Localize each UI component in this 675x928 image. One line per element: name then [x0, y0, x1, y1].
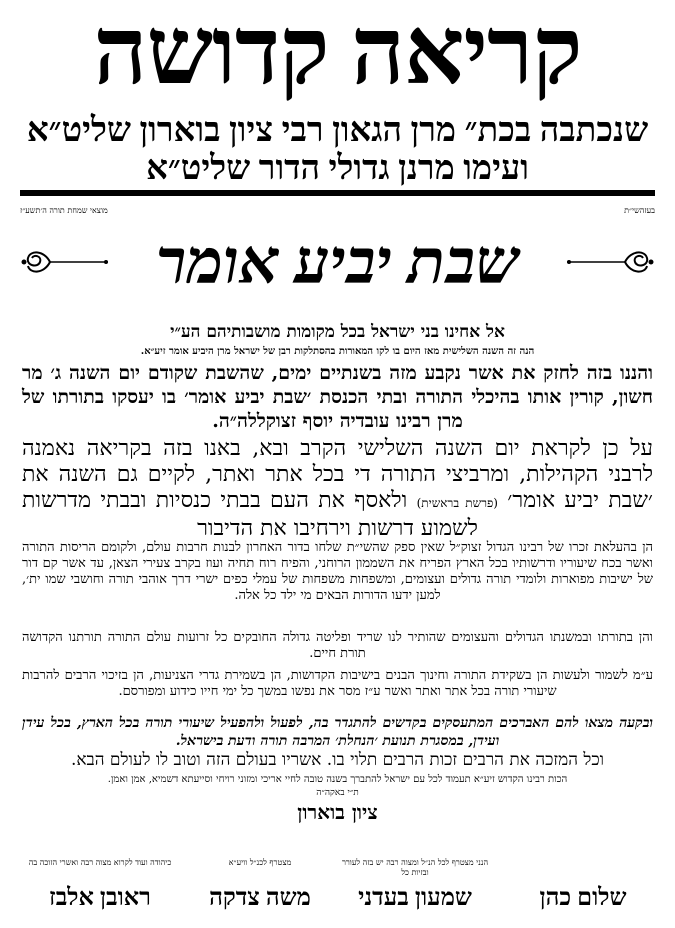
paragraph-torah: והן בתורתו ובמשנתו הגדולים והעצומים שהותיר לנו שריד ופליטה גדולה החובקים כל זרועות עולם התורה תורתנו הקדושה תורת חיים. [22, 630, 653, 661]
main-signer: ציון בוארון [297, 800, 378, 824]
signature-title [513, 858, 653, 880]
paragraph-call [22, 436, 653, 542]
ornament-left-icon [20, 244, 110, 280]
paragraph-intro: הנה זה השנה השלישית מאז היום בו לקו המאורות בהסתלקות רבן של ישראל מרן היביע אומר זיע״א. [140, 346, 535, 357]
ornament-right-icon [565, 244, 655, 280]
signature-name: משה צדקה [209, 885, 311, 911]
address-line: אל אחינו בני ישראל בכל מקומות מושבותיהם הע״י [170, 322, 505, 342]
signature-name: שמעון בעדני [358, 885, 472, 911]
subtitle-line-1: שנכתבה בכת״ מרן הגאון רבי ציון בוארון שליט״א [26, 112, 649, 149]
signature-2 [335, 858, 495, 912]
paragraph-merit: וכל המזכה את הרבים זכות הרבים תלוי בו. אשריו בעולם הזה וטוב לו לעולם הבא. [70, 750, 605, 770]
top-line [20, 206, 655, 220]
parasha-note: (פרשת בראשית) [416, 496, 498, 510]
signature-4 [20, 858, 180, 912]
letter-date: ת״י באקה״ה [316, 788, 359, 798]
signature-3 [195, 858, 325, 912]
signature-1 [513, 858, 653, 912]
subtitle-line-2: ועימו מרנן גדולי הדור שליט״א [146, 150, 529, 187]
besiyata-dishmaya: בעזהשי״ת [624, 206, 655, 215]
paragraph-avrechim: ובקעה מצאו להם האברכים המתעסקים בקדשים להתגדר בה, לפעול ולהפעיל שיעורי תורה בכל הארץ, בכל עידן ועידן, במסגרת תנועת ׳הנחלת׳ המרבה תורה ודעת בישראל. [22, 715, 653, 749]
header-divider [20, 190, 655, 196]
headline: שבת יביע אומר [156, 229, 519, 297]
signature-name: ראובן אלבז [49, 885, 151, 911]
paragraph-memory: הן בהעלאת זכרו של רבינו הגדול זצוק״ל שאין ספק שהשי״ת שלחו בדור האחרון לבנות חרבות עולם, ולקומם הריסות התורה ואשר בכח שיעוריו ודרשותיו בכל הארץ הפריח את השממון הרוחני, והפיח רוח תחיה ועוז בקרב צעירי הצאן, עד אשר קם דור של ישיבות מפוארות ולומדי תורה גדולים ועצומים, ומשפחות משפחות של עמלי כפים ישרי דרך אוהבי תורה וחושבי שמו ית׳, למען ידעו הדורות הבאים מי ילד כל אלה. [22, 540, 653, 603]
issue-date: מוצאי שמחת תורה ה׳תשע״ז [20, 206, 108, 215]
signature-title: כיהודה ועוד לקרוא מצוה רבה ואשרי הזוכה בה [28, 858, 172, 867]
paragraph-blessing: הכות רבינו הקדוש זיע״א תעמוד לכל עם ישראל להתברך בשנה טובה לחיי אריכי ומזוני רויחי וסייעתא דשמיא, אמן ואמן. [107, 774, 568, 785]
headline-row [20, 226, 655, 300]
paragraph-call-b: ולאסף את העם בבתי כנסיות ובבתי מדרשות לשמוע דרשות וירחיבו את הדיבור [22, 488, 478, 541]
paragraph-call-a: על כן לקראת יום השנה השלישי הקרב ובא, באנו בזה בקריאה נאמנה לרבני הקהילות, ומרביצי התורה די בכל אתר ואתר, לקיים גם השנה את ׳שבת יביע אומר׳ [22, 436, 654, 513]
signature-name: שלום כהן [539, 885, 627, 911]
page-title: קריאה קדושה [93, 0, 582, 104]
paragraph-observe: ע״מ לשמור ולעשות הן בשקידת התורה וחינוך הבנים בישיבות הקדושות, הן בשמירת גדרי הצניעות, הן בזיכוי הרבים להרבות שיעורי תורה בכל אתר ואתר ואשר ע״ז מסר את נפשו במשך כל ימי חייו כידוע ומפורסם. [22, 668, 653, 699]
paragraph-announcement: והננו בזה לחזק את אשר נקבע מזה בשנתיים ימים, שהשבת שקודם יום השנה ג׳ מר חשון, קורין אותו בהיכלי התורה ובתי הכנסת ׳שבת יביע אומר׳ בו יעסקו בתורתו של מרן רבינו עובדיה יוסף זצוקללה״ה. [22, 362, 653, 432]
signature-title: הנני מצטרף לכל הנ״ל ומצוה רבה יש בזה לעורר ובזיות כל [341, 858, 489, 877]
signature-title: מצטרף לכנ״ל וויע״א [228, 858, 292, 867]
